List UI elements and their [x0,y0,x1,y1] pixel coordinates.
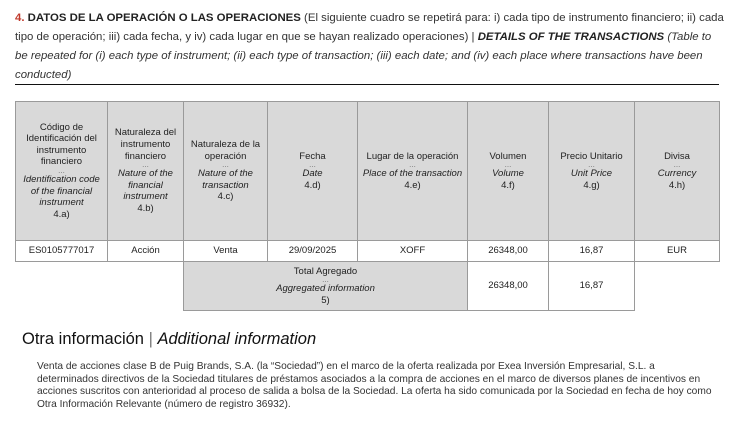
header-unit-price: Precio Unitario ... Unit Price 4.g) [549,102,635,241]
cell-instrument-nature: Acción [108,241,184,262]
aggregate-label-es: Total Agregado [293,265,358,277]
other-title-separator: | [148,330,153,348]
header-date: Fecha ... Date 4.d) [268,102,358,241]
cell-date: 29/09/2025 [268,241,358,262]
aggregate-label-en: Aggregated information [276,283,375,295]
cell-place: XOFF [358,241,468,262]
heading-divider [15,84,719,85]
transactions-table [15,101,720,311]
other-title-es: Otra información [22,330,144,348]
other-info-title [22,330,316,349]
cell-currency: EUR [635,241,720,262]
header-instrument-nature: Naturaleza del instrumento financiero ... Nature of the financial instrument 4.b) [108,102,184,241]
section-title-es: DATOS DE LA OPERACIÓN O LAS OPERACIONES [27,12,301,24]
aggregate-price: 16,87 [549,262,635,311]
header-volume: Volumen ... Volume 4.f) [468,102,549,241]
section-separator: | [471,31,475,43]
other-info-body: Venta de acciones clase B de Puig Brands, S.A. (la “Sociedad”) en el marco de la oferta realizada por Exea Inversión Empresarial, S.L. a determinados directivos de la Sociedad titulares de préstamos asociados a la compra de acciones en el marco de diversos planes de incentivos en acciones suscritos con anterioridad al proceso de salida a bolsa de la Sociedad. La oferta ha sido comunicada por la Sociedad en fecha de hoy como Otra Información Relevante (número de registro 36932). [37,361,712,410]
header-currency: Divisa ... Currency 4.h) [635,102,720,241]
other-title-en: Additional information [157,330,317,348]
table-row [16,241,720,262]
aggregate-row [16,262,720,311]
header-instrument-code: Código de Identificación del instrumento financiero ... Identification code of the financial instrument 4.a) [16,102,108,241]
header-place: Lugar de la operación ... Place of the transaction 4.e) [358,102,468,241]
section-title-en: DETAILS OF THE TRANSACTIONS [477,31,665,43]
section-desc-es: (El siguiente cuadro se repetirá para: i) cada tipo de instrumento financiero; ii) cada tipo de operación; iii) cada fecha, y iv) cada lugar en que se hayan realizado operaciones) [15,12,724,43]
cell-instrument-code: ES0105777017 [16,241,108,262]
cell-transaction-nature: Venta [184,241,268,262]
section-number: 4. [15,12,25,24]
aggregate-volume: 26348,00 [468,262,549,311]
section-desc-en: (Table to be repeated for (i) each type of instrument; (ii) each type of transaction; (iii) each date; and (iv) each place where transactions have been conducted) [15,31,712,81]
table-header-row [16,102,720,241]
header-transaction-nature: Naturaleza de la operación ... Nature of the transaction 4.c) [184,102,268,241]
cell-volume: 26348,00 [468,241,549,262]
cell-unit-price: 16,87 [549,241,635,262]
aggregate-ref: 5) [321,294,330,306]
section-heading [15,9,727,85]
aggregate-label: Total Agregado ... Aggregated information 5) [184,262,468,311]
